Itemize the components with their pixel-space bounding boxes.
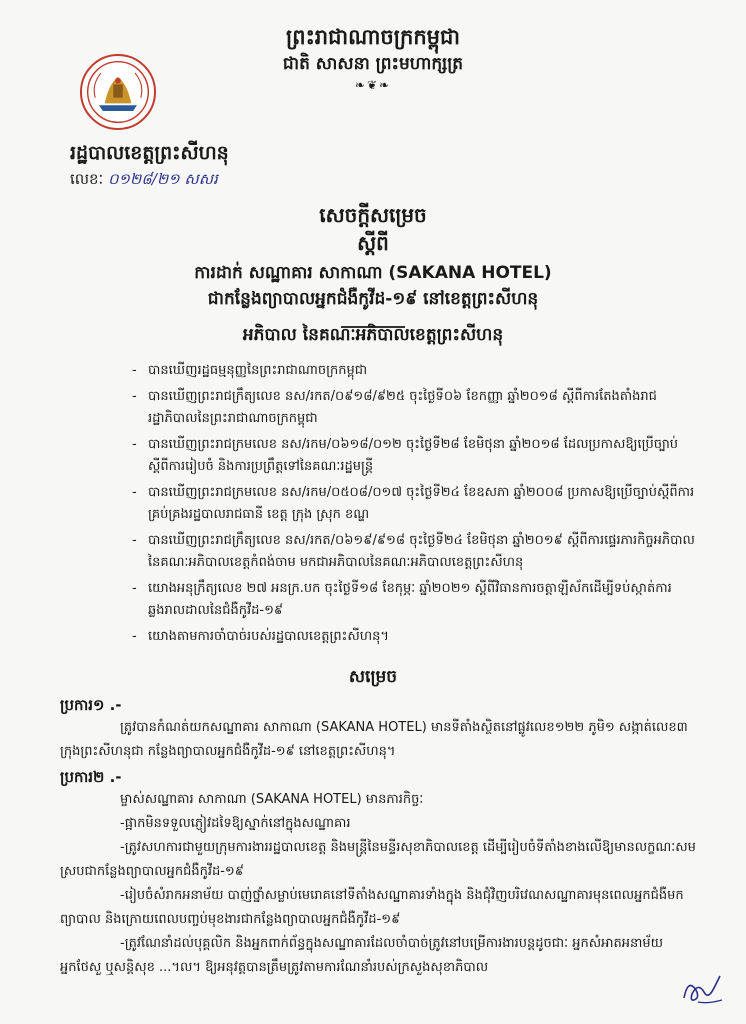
- article-2-item: -ត្រូវសហការជាមួយក្រុមការងាររដ្ឋបាលខេត្ត និងមន្ត្រីនៃមន្ទីរសុខាភិបាលខេត្ត ដើម្បីរៀបចំទីតាំងខាងលើឱ្យមានលក្ខណៈសមស្របជាកន្លែងព្យាបាលអ្នកជំងឺកូវីដ-១៩: [60, 840, 696, 879]
- list-item: - បានឃើញព្រះរាជក្រមលេខ នស/រកម/០៦១៨/០១២ ចុះថ្ងៃទី២៨ ខែមិថុនា ឆ្នាំ២០១៨ ដែលប្រកាសឱ្យប្រើច្បាប់ស្ដីពីការរៀបចំ និងការប្រព្រឹត្តទៅនៃគណៈរដ្ឋមន្ត្រី: [136, 434, 696, 478]
- national-motto: ជាតិ សាសនា ព្រះមហាក្សត្រ: [282, 54, 464, 74]
- title-line-4: ជាកន្លែងព្យាបាលអ្នកជំងឺកូវីដ-១៩ នៅខេត្តព្រះសីហនុ: [207, 289, 539, 309]
- article-2-item: -រៀបចំសំរាកអនាម័យ បាញ់ថ្នាំសម្លាប់មេរោគនៅទីតាំងសណ្ឋាគារទាំងក្នុង និងជុំវិញបរិវេណសណ្ឋាគារមុនពេលអ្នកជំងឺមកព្យាបាល និងក្រោយពេលបញ្ចប់មុខងារជាកន្លែងព្យាបាលអ្នកជំងឺកូវីដ-១៩: [60, 888, 684, 927]
- kingdom-name: ព្រះរាជាណាចក្រកម្ពុជា: [285, 25, 460, 49]
- title-line-1: សេចក្ដីសម្រេច: [319, 203, 427, 227]
- list-item: - បានឃើញព្រះរាជក្រឹត្យលេខ នស/រកត/០៩១៨/៩២៥ ចុះថ្ងៃទី០៦ ខែកញ្ញា ឆ្នាំ២០១៨ ស្ដីពីការតែងតាំងរាជរដ្ឋាភិបាលនៃព្រះរាជាណាចក្រកម្ពុជា: [136, 386, 696, 430]
- list-item: - បានឃើញព្រះរាជក្រឹត្យលេខ នស/រកត/០៦១៩/៩១៨ ចុះថ្ងៃទី២៤ ខែមិថុនា ឆ្នាំ២០១៩ ស្ដីពីការផ្ទេរភារកិច្ចអភិបាល នៃគណៈអភិបាលខេត្តកំពង់ចាម មកជាអភិបាលនៃគណៈអភិបាលខេត្តព្រះសីហនុ: [136, 530, 696, 574]
- article-2-item: -ផ្អាកមិនទទួលភ្ញៀវដទៃឱ្យស្នាក់នៅក្នុងសណ្ឋាគារ: [120, 816, 351, 831]
- reference-number: [70, 168, 218, 190]
- reference-prefix: លេខៈ: [70, 170, 104, 188]
- title-line-2: ស្ដីពី: [357, 231, 389, 255]
- list-item: - បានឃើញរដ្ឋធម្មនុញ្ញនៃព្រះរាជាណាចក្រកម្ពុជា: [136, 360, 696, 382]
- list-item: - បានឃើញព្រះរាជក្រមលេខ នស/រកម/០៥០៨/០១៧ ចុះថ្ងៃទី២៤ ខែឧសភា ឆ្នាំ២០០៨ ប្រកាសឱ្យប្រើច្បាប់ស្ដីពីការគ្រប់គ្រងរដ្ឋបាលរាជធានី ខេត្ត ក្រុង ស្រុក ខណ្ឌ: [136, 482, 696, 526]
- header-ornament: ❧❦❧: [354, 78, 392, 92]
- reference-handwritten: ០១២៨/២១ សសរ: [107, 170, 218, 188]
- article-1-heading: ប្រការ១ .-: [60, 696, 122, 714]
- decision-title: [0, 200, 746, 328]
- signature-icon: [678, 968, 726, 1010]
- provincial-seal-icon: [80, 54, 156, 130]
- list-item: - យោងអនុក្រឹត្យលេខ ២៧ អនក្រ.បក ចុះថ្ងៃទី១៨ ខែកុម្ភៈ ឆ្នាំ២០២១ ស្ដីពីវិធានការចត្តាឡីស័កដើម្បីទប់ស្កាត់ការឆ្លងរាលដាលនៃជំងឺកូវីដ-១៩: [136, 578, 696, 622]
- article-1-text: ត្រូវបានកំណត់យកសណ្ឋាគារ សាកាណា (SAKANA HOTEL) មានទីតាំងស្ថិតនៅផ្លូវលេខ១២២ ភូមិ១ សង្កាត់លេខ៣ ក្រុងព្រះសីហនុជា កន្លែងព្យាបាលអ្នកជំងឺកូវីដ-១៩ នៅខេត្តព្រះសីហនុ។: [60, 720, 688, 759]
- authority-heading: អភិបាល នៃគណៈអភិបាលខេត្តព្រះសីហនុ: [242, 325, 504, 345]
- legal-basis-list: [136, 360, 696, 652]
- article-1: [60, 694, 700, 764]
- issuing-authority: រដ្ឋបាលខេត្តព្រះសីហនុ: [70, 142, 229, 164]
- article-2-heading: ប្រការ២ .-: [60, 768, 122, 786]
- seal-graphic: [82, 56, 154, 128]
- list-item: - យោងតាមការចាំបាច់របស់រដ្ឋបាលខេត្តព្រះសីហនុ។: [136, 626, 696, 648]
- article-2-intro: ម្ចាស់សណ្ឋាគារ សាកាណា (SAKANA HOTEL) មានភារកិច្ចៈ: [120, 792, 424, 807]
- decides-heading: សម្រេច: [348, 667, 398, 687]
- article-2-item: -ត្រូវណែនាំដល់បុគ្គលិក និងអ្នកពាក់ព័ន្ធក្នុងសណ្ឋាគារដែលចាំបាច់ត្រូវនៅបម្រើការងារបន្តដូចជាៈ អ្នកសំអាតអនាម័យ អ្នកថែសួ ឬសន្តិសុខ ...។ល។ ឱ្យអនុវត្តបានត្រឹមត្រូវតាមការណែនាំរបស់ក្រសួងសុខាភិបាល: [60, 936, 664, 975]
- title-line-3: ការដាក់ សណ្ឋាគារ សាកាណា (SAKANA HOTEL): [194, 263, 552, 283]
- article-2: [60, 766, 700, 980]
